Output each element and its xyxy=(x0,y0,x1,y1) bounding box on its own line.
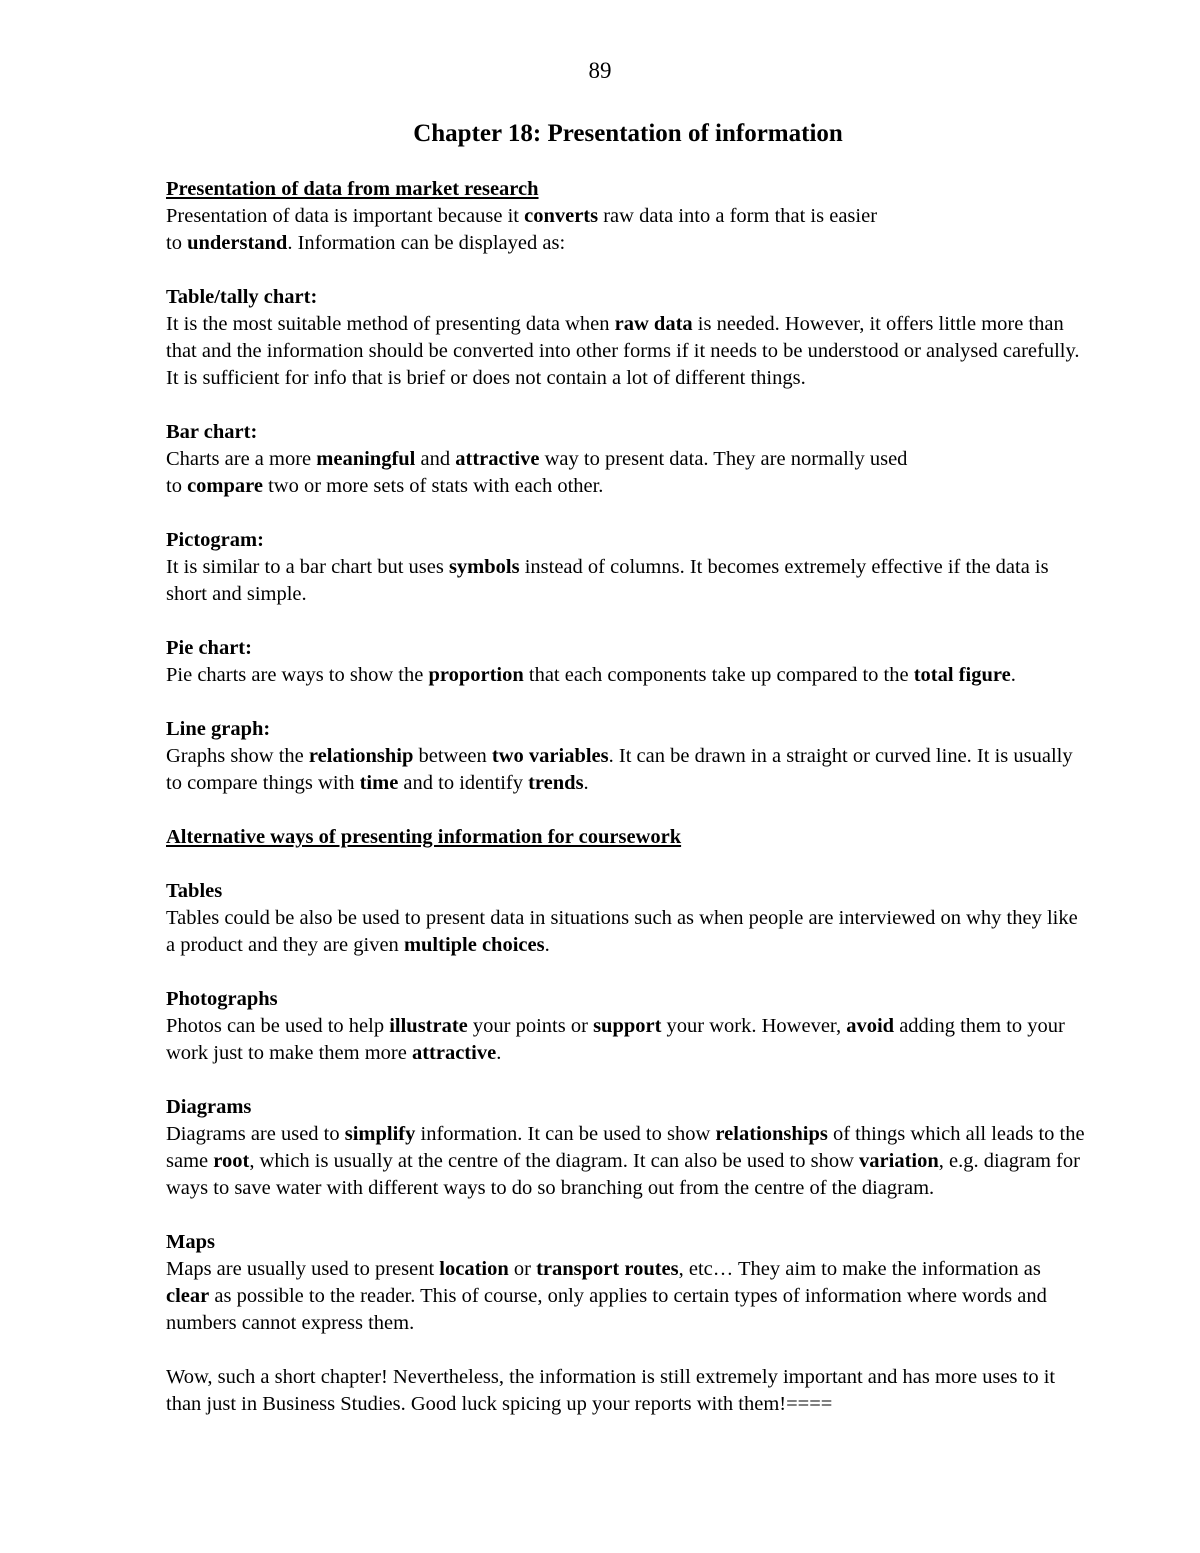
emphasis-term: relationship xyxy=(308,745,414,767)
topic-title: Maps xyxy=(166,1231,215,1253)
topic-body: It is the most suitable method of presenting data when raw data is needed. However, it offers little more than that and the information should be converted into other forms if it needs to be understood or analysed carefully. It is sufficient for info that is brief or does not contain a lot of different things. xyxy=(166,313,1080,389)
topic-body: Tables could be also be used to present data in situations such as when people are interviewed on why they like a product and they are given multiple choices. xyxy=(166,907,1078,956)
emphasis-term: multiple choices xyxy=(403,934,545,956)
topic-block xyxy=(166,527,1086,608)
emphasis-term: illustrate xyxy=(389,1015,468,1037)
emphasis-term: clear xyxy=(166,1285,210,1307)
topic-body: It is similar to a bar chart but uses symbols instead of columns. It becomes extremely effective if the data is short and simple. xyxy=(166,556,1049,605)
closing-paragraph: Wow, such a short chapter! Nevertheless, the information is still extremely important and has more uses to it than just in Business Studies. Good luck spicing up your reports with them!==== xyxy=(166,1366,1056,1415)
topic-block xyxy=(166,284,1086,392)
emphasis-term: compare xyxy=(187,475,263,497)
emphasis-term: total figure xyxy=(913,664,1011,686)
topic-block xyxy=(166,716,1086,797)
topic-block xyxy=(166,878,1086,959)
emphasis-term: transport routes xyxy=(536,1258,679,1280)
section-heading-market-research: Presentation of data from market research xyxy=(166,178,539,200)
topic-title: Line graph: xyxy=(166,718,271,740)
topic-block xyxy=(166,1094,1086,1202)
section-intro: Presentation of data is important because it converts raw data into a form that is easier to understand. Information can be displayed as: xyxy=(166,205,878,254)
emphasis-term: variation xyxy=(859,1150,939,1172)
emphasis-term: simplify xyxy=(344,1123,416,1145)
emphasis-term: relationships xyxy=(715,1123,828,1145)
page-number: 89 xyxy=(588,58,612,83)
emphasis-term: proportion xyxy=(428,664,524,686)
topic-block xyxy=(166,986,1086,1067)
emphasis-term: location xyxy=(439,1258,509,1280)
topic-title: Table/tally chart: xyxy=(166,286,318,308)
topic-block xyxy=(166,1229,1086,1337)
topic-title: Pictogram: xyxy=(166,529,264,551)
emphasis-term: support xyxy=(593,1015,662,1037)
section-heading-coursework: Alternative ways of presenting information for coursework xyxy=(166,826,682,848)
emphasis-term: trends xyxy=(528,772,584,794)
topic-body: Photos can be used to help illustrate your points or support your work. However, avoid adding them to your work just to make them more attractive. xyxy=(166,1015,1065,1064)
page-content xyxy=(166,176,1086,1418)
topic-body: Graphs show the relationship between two variables. It can be drawn in a straight or curved line. It is usually to compare things with time and to identify trends. xyxy=(166,745,1073,794)
emphasis-term: avoid xyxy=(846,1015,895,1037)
emphasis-term: two variables xyxy=(491,745,609,767)
emphasis-term: attractive xyxy=(411,1042,497,1064)
emphasis-term: attractive xyxy=(455,448,540,470)
emphasis-term: understand xyxy=(187,232,288,254)
emphasis-term: symbols xyxy=(448,556,520,578)
section2-blocks xyxy=(166,878,1086,1337)
emphasis-term: converts xyxy=(524,205,599,227)
chapter-title: Chapter 18: Presentation of information xyxy=(413,120,843,147)
topic-body: Pie charts are ways to show the proportion that each components take up compared to the total figure. xyxy=(166,664,1016,686)
topic-title: Tables xyxy=(166,880,223,902)
emphasis-term: root xyxy=(213,1150,250,1172)
emphasis-term: raw data xyxy=(614,313,693,335)
emphasis-term: meaningful xyxy=(316,448,416,470)
topic-title: Diagrams xyxy=(166,1096,252,1118)
topic-block xyxy=(166,635,1086,689)
section1-blocks xyxy=(166,284,1086,797)
topic-block xyxy=(166,419,1086,500)
topic-body: Diagrams are used to simplify information. It can be used to show relationships of things which all leads to the same root, which is usually at the centre of the diagram. It can also be used to show variation, e.g. diagram for ways to save water with different ways to do so branching out from the centre of the diagram. xyxy=(166,1123,1085,1199)
topic-body: Charts are a more meaningful and attractive way to present data. They are normally used to compare two or more sets of stats with each other. xyxy=(166,448,908,497)
topic-title: Pie chart: xyxy=(166,637,252,659)
topic-title: Photographs xyxy=(166,988,278,1010)
emphasis-term: time xyxy=(359,772,399,794)
topic-body: Maps are usually used to present location or transport routes, etc… They aim to make the information as clear as possible to the reader. This of course, only applies to certain types of information where words and numbers cannot express them. xyxy=(166,1258,1047,1334)
topic-title: Bar chart: xyxy=(166,421,258,443)
